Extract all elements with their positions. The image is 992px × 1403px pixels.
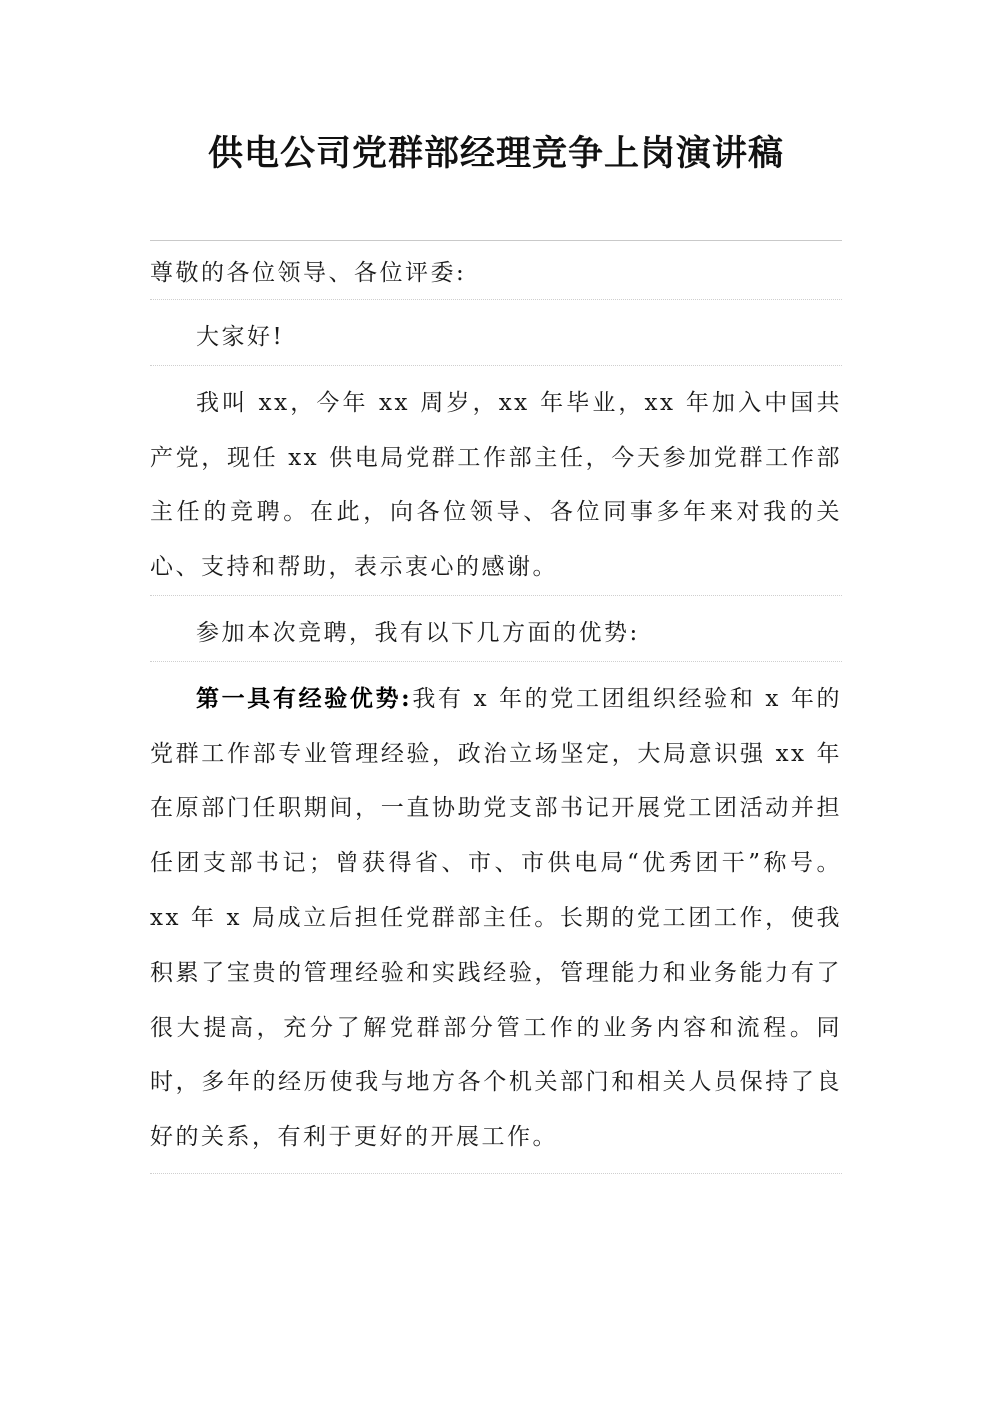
advantage-1-paragraph [150, 672, 842, 1165]
advantage-1-heading: 第一具有经验优势: [196, 684, 413, 712]
salutation: 尊敬的各位领导、各位评委: [150, 260, 467, 286]
bottom-divider [150, 1173, 842, 1174]
advantage-1-text: 我有 x 年的党工团组织经验和 x 年的党群工作部专业管理经验，政治立场坚定，大局意识强 xx 年在原部门任职期间，一直协助党支部书记开展党工团活动并担任团支部书记；曾获得省、市、市供电局“优秀团干”称号。xx 年 x 局成立后担任党群部主任。长期的党工团工作，使我积累了宝贵的管理经验和实践经验，管理能力和业务能力有了很大提高，充分了解党群部分管工作的业务内容和流程。同时，多年的经历使我与地方各个机关部门和相关人员保持了良好的关系，有利于更好的开展工作。 [150, 685, 842, 1151]
advantages-lead-paragraph: 参加本次竞聘，我有以下几方面的优势: [196, 619, 640, 646]
document-title: 供电公司党群部经理竞争上岗演讲稿 [207, 133, 784, 174]
greeting-paragraph: 大家好! [196, 324, 285, 350]
document-body [150, 240, 842, 1174]
intro-paragraph: 我叫 xx，今年 xx 周岁，xx 年毕业，xx 年加入中国共产党，现任 xx 供电局党群工作部主任，今天参加党群工作部主任的竞聘。在此，向各位领导、各位同事多年来对我的关心、支持和帮助，表示衷心的感谢。 [150, 389, 842, 581]
